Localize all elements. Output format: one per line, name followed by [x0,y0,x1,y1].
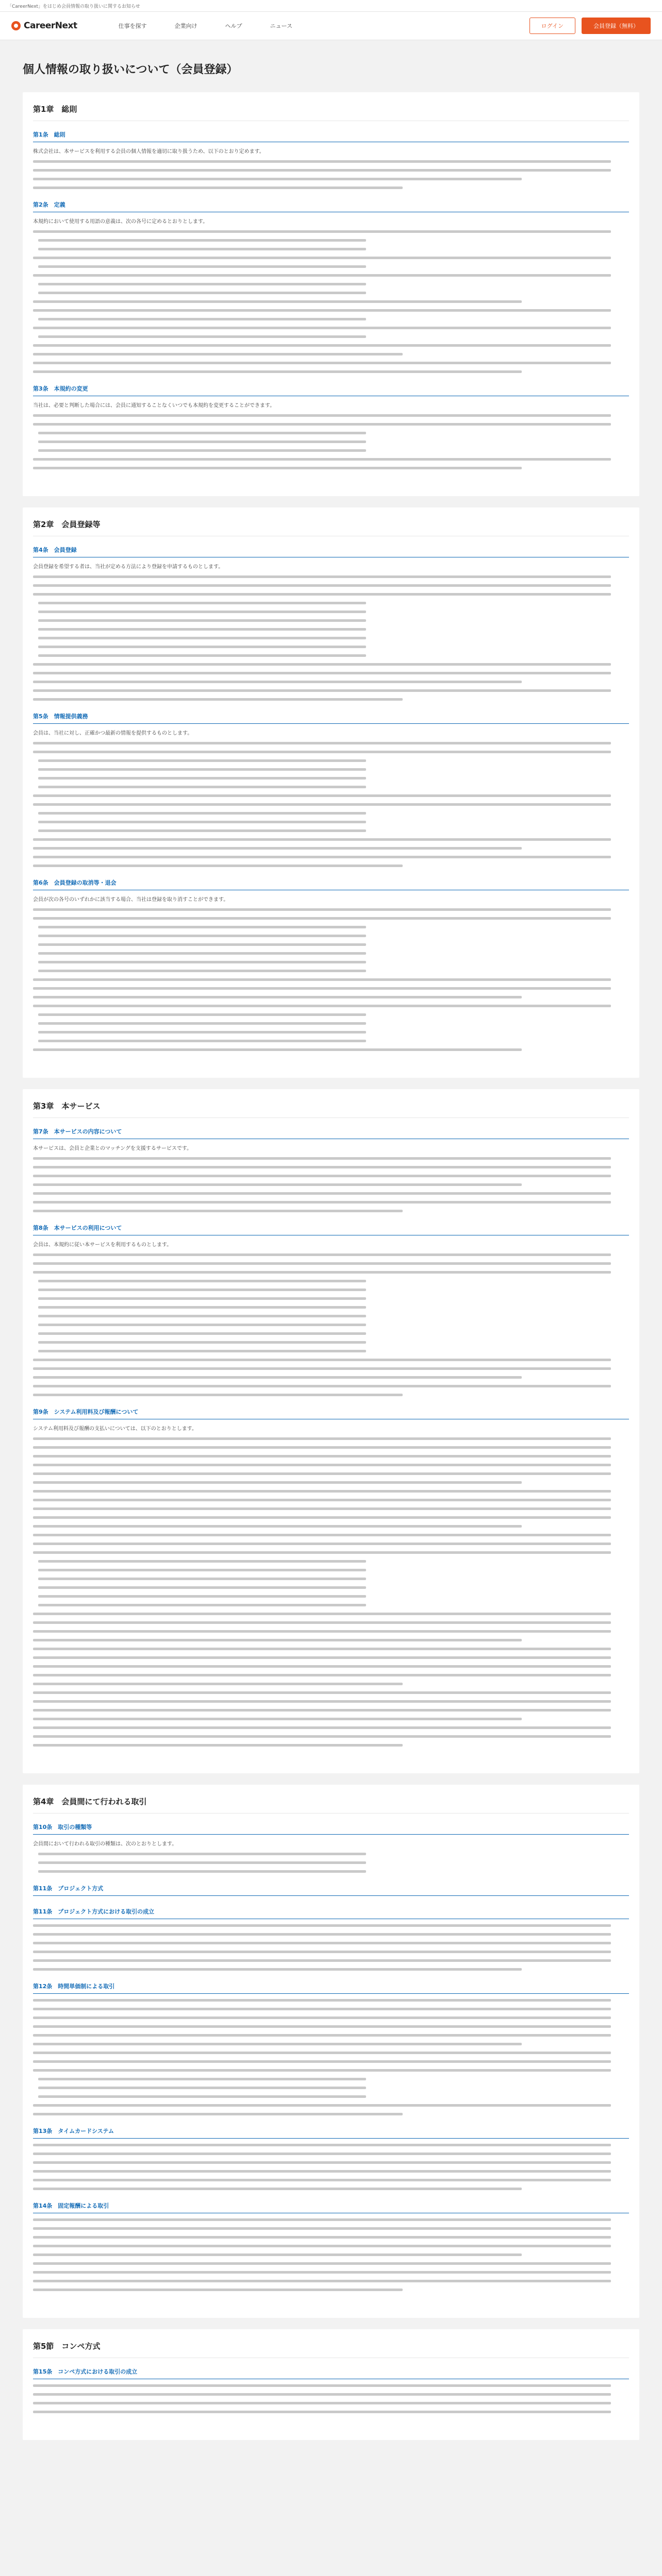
text-line [33,681,522,683]
text-line [33,1718,522,1720]
notice-text: 「CareerNext」をはじめ会員情報の取り扱いに関するお知らせ [7,4,140,9]
section-title: 第2条 定義 [33,200,629,212]
list-item [38,777,366,779]
section-title: 第10条 取引の種類等 [33,1823,629,1835]
text-line [33,257,611,259]
section-title: 第5条 情報提供義務 [33,712,629,724]
text-line [33,1210,403,1212]
section-title: 第14条 固定報酬による取引 [33,2201,629,2213]
text-line [33,178,522,180]
text-line [33,593,611,596]
list-item [38,1040,366,1042]
section-article-2 [33,200,629,373]
list-item [38,829,366,832]
list-item [38,935,366,937]
list-item [38,1595,366,1598]
text-line [33,2153,611,2155]
text-line [33,1005,611,1007]
text-line [33,1201,611,1204]
list-item [38,970,366,972]
section-article-5 [33,712,629,867]
text-line [33,1183,522,1186]
text-line [33,1959,611,1962]
text-line [33,987,611,990]
text-line [33,1507,611,1510]
text-line [33,2170,611,2173]
chapter-5 [23,2329,639,2440]
site-logo[interactable] [11,21,77,31]
list-item [38,1297,366,1300]
section-intro: 本サービスは、会員と企業とのマッチングを支援するサービスです。 [33,1146,192,1151]
text-line [33,856,611,858]
text-line [33,838,611,841]
text-line [33,1175,611,1177]
section-title: 第11条 プロジェクト方式における取引の成立 [33,1907,629,1919]
text-line [33,274,611,277]
chapter-title: 第4章 会員間にて行われる取引 [33,1793,629,1814]
section-article-15 [33,2367,629,2413]
section-article-11 [33,1907,629,1971]
list-item [38,265,366,268]
list-item [38,602,366,604]
text-line [33,672,611,674]
chapter-1 [23,92,639,496]
text-line [33,414,611,417]
text-line [33,2402,611,2404]
text-line [33,751,611,753]
text-line [33,2262,611,2265]
text-line [33,2069,611,2072]
text-line [33,1376,522,1379]
section-intro: 株式会社は、本サービスを利用する会員の個人情報を適切に取り扱うため、以下のとおり定めます。 [33,149,264,155]
list-item [38,440,366,443]
nav-item-jobs[interactable]: 仕事を探す [118,23,147,29]
section-intro: 当社は、必要と判断した場合には、会員に通知することなくいつでも本規約を変更することができます。 [33,403,275,409]
list-item [38,759,366,762]
list-item [38,1604,366,1606]
text-line [33,2060,611,2063]
text-line [33,1709,611,1711]
list-item [38,1350,366,1352]
text-line [33,1455,611,1458]
text-line [33,1621,611,1624]
text-line [33,2236,611,2239]
text-line [33,742,611,744]
text-line [33,1726,611,1729]
list-item [38,654,366,657]
text-line [33,1262,611,1265]
list-item [38,2095,366,2098]
section-article-9 [33,1408,629,1747]
text-line [33,1253,611,1256]
list-item [38,1306,366,1309]
text-line [33,230,611,233]
text-line [33,1700,611,1703]
list-item [38,318,366,320]
text-line [33,309,611,312]
text-line [33,344,611,347]
text-line [33,458,611,461]
section-title: 第11条 プロジェクト方式 [33,1884,629,1896]
list-item [38,926,366,928]
text-line [33,1630,611,1633]
text-line [33,1942,611,1944]
text-line [33,917,611,920]
section-title: 第3条 本規約の変更 [33,384,629,396]
chapter-title: 第1章 総則 [33,100,629,121]
text-line [33,2179,611,2181]
text-line [33,2161,611,2164]
chapter-2 [23,507,639,1078]
text-line [33,803,611,806]
list-item [38,248,366,250]
list-item [38,1324,366,1326]
section-article-7 [33,1127,629,1212]
text-line [33,187,403,189]
list-item [38,1586,366,1589]
text-line [33,1648,611,1650]
text-line [33,794,611,797]
section-title: 第1条 総則 [33,130,629,142]
text-line [33,847,522,850]
text-line [33,1613,611,1615]
list-item [38,2087,366,2089]
text-line [33,1048,522,1051]
list-item [38,646,366,648]
list-item [38,449,366,452]
section-title: 第13条 タイムカードシステム [33,2127,629,2139]
text-line [33,2289,403,2291]
text-line [33,2144,611,2146]
section-title: 第6条 会員登録の取消等・退会 [33,878,629,890]
logo-text: CareerNext [24,21,77,31]
text-line [33,1472,611,1475]
text-line [33,2384,611,2387]
text-line [33,2034,611,2037]
text-line [33,2052,611,2054]
text-line [33,1744,403,1747]
text-line [33,300,522,303]
section-title: 第8条 本サービスの利用について [33,1224,629,1235]
text-line [33,1735,611,1738]
list-item [38,1341,366,1344]
section-intro: 会員間において行われる取引の種類は、次のとおりとします。 [33,1841,177,1847]
list-item [38,812,366,815]
text-line [33,2411,611,2413]
text-line [33,2043,522,2045]
text-line [33,1683,403,1685]
text-line [33,1394,403,1396]
list-item [38,1853,366,1855]
text-line [33,978,611,981]
text-line [33,575,611,578]
text-line [33,1968,522,1971]
text-line [33,996,522,998]
text-line [33,2271,611,2274]
section-article-4 [33,546,629,701]
nav-item-news[interactable]: ニュース [270,23,293,29]
section-article-1 [33,130,629,189]
text-line [33,423,611,426]
text-line [33,1490,611,1493]
list-item [38,1289,366,1291]
text-line [33,2025,611,2028]
logo-icon [11,21,21,30]
notice-bar [0,0,662,12]
text-line [33,1446,611,1449]
chapter-title: 第2章 会員登録等 [33,516,629,536]
text-line [33,1481,522,1484]
text-line [33,160,611,163]
text-line [33,1525,522,1528]
text-line [33,2016,611,2019]
text-line [33,1437,611,1440]
list-item [38,432,366,434]
text-line [33,467,522,469]
text-line [33,353,403,355]
chapter-4 [23,1785,639,2318]
text-line [33,1543,611,1545]
section-intro: 会員が次の各号のいずれかに該当する場合、当社は登録を取り消すことができます。 [33,897,229,903]
list-item [38,1870,366,1873]
list-item [38,619,366,622]
text-line [33,1271,611,1274]
section-article-3 [33,384,629,469]
text-line [33,908,611,911]
text-line [33,1464,611,1466]
text-line [33,1359,611,1361]
main-nav [119,22,292,30]
list-item [38,1332,366,1335]
text-line [33,169,611,172]
text-line [33,1674,611,1676]
text-line [33,362,611,364]
chapter-title: 第5節 コンペ方式 [33,2337,629,2358]
section-article-6 [33,878,629,1051]
section-intro: 会員登録を希望する者は、当社が定める方法により登録を申請するものとします。 [33,564,224,570]
list-item [38,1560,366,1563]
text-line [33,1656,611,1659]
text-line [33,1639,522,1641]
section-project-method [33,1884,629,1896]
text-line [33,1691,611,1694]
text-line [33,2393,611,2396]
text-line [33,865,403,867]
section-article-8 [33,1224,629,1396]
section-intro: システム利用料及び報酬の支払いについては、以下のとおりとします。 [33,1426,197,1432]
section-intro: 会員は、本規約に従い本サービスを利用するものとします。 [33,1242,172,1248]
text-line [33,698,403,701]
list-item [38,768,366,771]
section-title: 第15条 コンペ方式における取引の成立 [33,2367,629,2379]
login-button[interactable]: ログイン [529,18,575,34]
text-line [33,1166,611,1168]
list-item [38,335,366,338]
section-title: 第4条 会員登録 [33,546,629,557]
list-item [38,628,366,631]
list-item [38,821,366,823]
text-line [33,1534,611,1536]
list-item [38,1022,366,1025]
list-item [38,1861,366,1864]
text-line [33,327,611,329]
text-line [33,2008,611,2010]
section-intro: 本規約において使用する用語の意義は、次の各号に定めるとおりとします。 [33,219,208,225]
nav-item-business[interactable]: 企業向け [174,23,197,29]
list-item [38,239,366,242]
site-header [0,12,662,40]
list-item [38,1013,366,1016]
list-item [38,283,366,285]
text-line [33,2245,611,2247]
chapter-3 [23,1089,639,1773]
text-line [33,689,611,692]
text-line [33,1951,611,1953]
text-line [33,1551,611,1554]
section-article-10 [33,1823,629,1873]
page-title: 個人情報の取り扱いについて（会員登録） [23,63,238,76]
list-item [38,961,366,963]
list-item [38,943,366,946]
section-title: 第9条 システム利用料及び報酬について [33,1408,629,1419]
text-line [33,1367,611,1370]
list-item [38,1569,366,1571]
text-line [33,2218,611,2221]
text-line [33,1516,611,1519]
list-item [38,1315,366,1317]
text-line [33,2188,522,2190]
list-item [38,2078,366,2080]
signup-button[interactable]: 会員登録（無料） [582,18,651,34]
text-line [33,1665,611,1668]
text-line [33,1924,611,1927]
text-line [33,1933,611,1936]
list-item [38,637,366,639]
chapter-title: 第3章 本サービス [33,1097,629,1118]
nav-item-help[interactable]: ヘルプ [225,23,242,29]
text-line [33,2104,611,2107]
text-line [33,1157,611,1160]
text-line [33,663,611,666]
section-article-12 [33,1982,629,2115]
content-container [23,61,639,2440]
text-line [33,1999,611,2002]
text-line [33,2280,611,2282]
header-actions [529,18,651,34]
section-intro: 会員は、当社に対し、正確かつ最新の情報を提供するものとします。 [33,731,193,736]
text-line [33,2253,522,2256]
list-item [38,1031,366,1033]
section-article-13 [33,2127,629,2190]
section-article-14 [33,2201,629,2291]
list-item [38,292,366,294]
text-line [33,1499,611,1501]
text-line [33,370,522,373]
list-item [38,611,366,613]
section-title: 第7条 本サービスの内容について [33,1127,629,1139]
text-line [33,1192,611,1195]
list-item [38,952,366,955]
list-item [38,1578,366,1580]
text-line [33,2113,403,2115]
list-item [38,1280,366,1282]
text-line [33,1385,611,1387]
text-line [33,584,611,587]
section-title: 第12条 時間単価制による取引 [33,1982,629,1994]
text-line [33,2227,611,2230]
list-item [38,786,366,788]
